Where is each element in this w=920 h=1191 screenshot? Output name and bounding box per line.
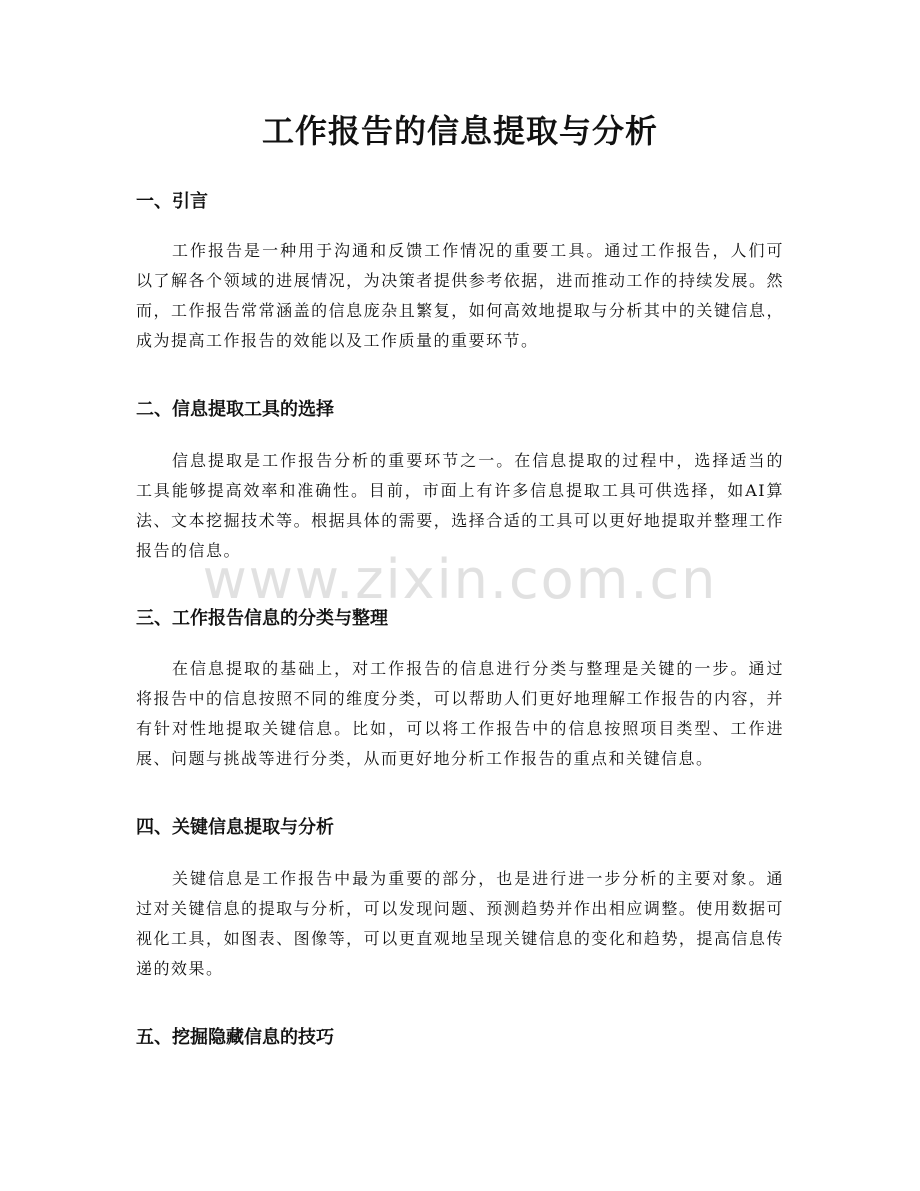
section-heading-introduction: 一、引言 <box>136 191 208 212</box>
section-heading-hidden-info: 五、挖掘隐藏信息的技巧 <box>136 1027 334 1048</box>
section-heading-key-info: 四、关键信息提取与分析 <box>136 817 334 838</box>
section-heading-classification: 三、工作报告信息的分类与整理 <box>136 608 388 629</box>
section-paragraph-classification: 在信息提取的基础上，对工作报告的信息进行分类与整理是关键的一步。通过将报告中的信息按照不同的维度分类，可以帮助人们更好地理解工作报告的内容，并有针对性地提取关键信息。比如，可以将工作报告中的信息按照项目类型、工作进展、问题与挑战等进行分类，从而更好地分析工作报告的重点和关键信息。 <box>136 659 784 768</box>
section-paragraph-introduction: 工作报告是一种用于沟通和反馈工作情况的重要工具。通过工作报告，人们可以了解各个领域的进展情况，为决策者提供参考依据，进而推动工作的持续发展。然而，工作报告常常涵盖的信息庞杂且繁复，如何高效地提取与分析其中的关键信息，成为提高工作报告的效能以及工作质量的重要环节。 <box>136 241 784 350</box>
watermark: www.zixin.com.cn <box>202 548 718 611</box>
section-heading-tool-selection: 二、信息提取工具的选择 <box>136 399 334 420</box>
section-paragraph-key-info: 关键信息是工作报告中最为重要的部分，也是进行进一步分析的主要对象。通过对关键信息的提取与分析，可以发现问题、预测趋势并作出相应调整。使用数据可视化工具，如图表、图像等，可以更直观地呈现关键信息的变化和趋势，提高信息传递的效果。 <box>136 869 784 978</box>
document-title: 工作报告的信息提取与分析 <box>261 112 658 150</box>
section-paragraph-tool-selection: 信息提取是工作报告分析的重要环节之一。在信息提取的过程中，选择适当的工具能够提高效率和准确性。目前，市面上有许多信息提取工具可供选择，如AI算法、文本挖掘技术等。根据具体的需要，选择合适的工具可以更好地提取并整理工作报告的信息。 <box>136 451 784 560</box>
